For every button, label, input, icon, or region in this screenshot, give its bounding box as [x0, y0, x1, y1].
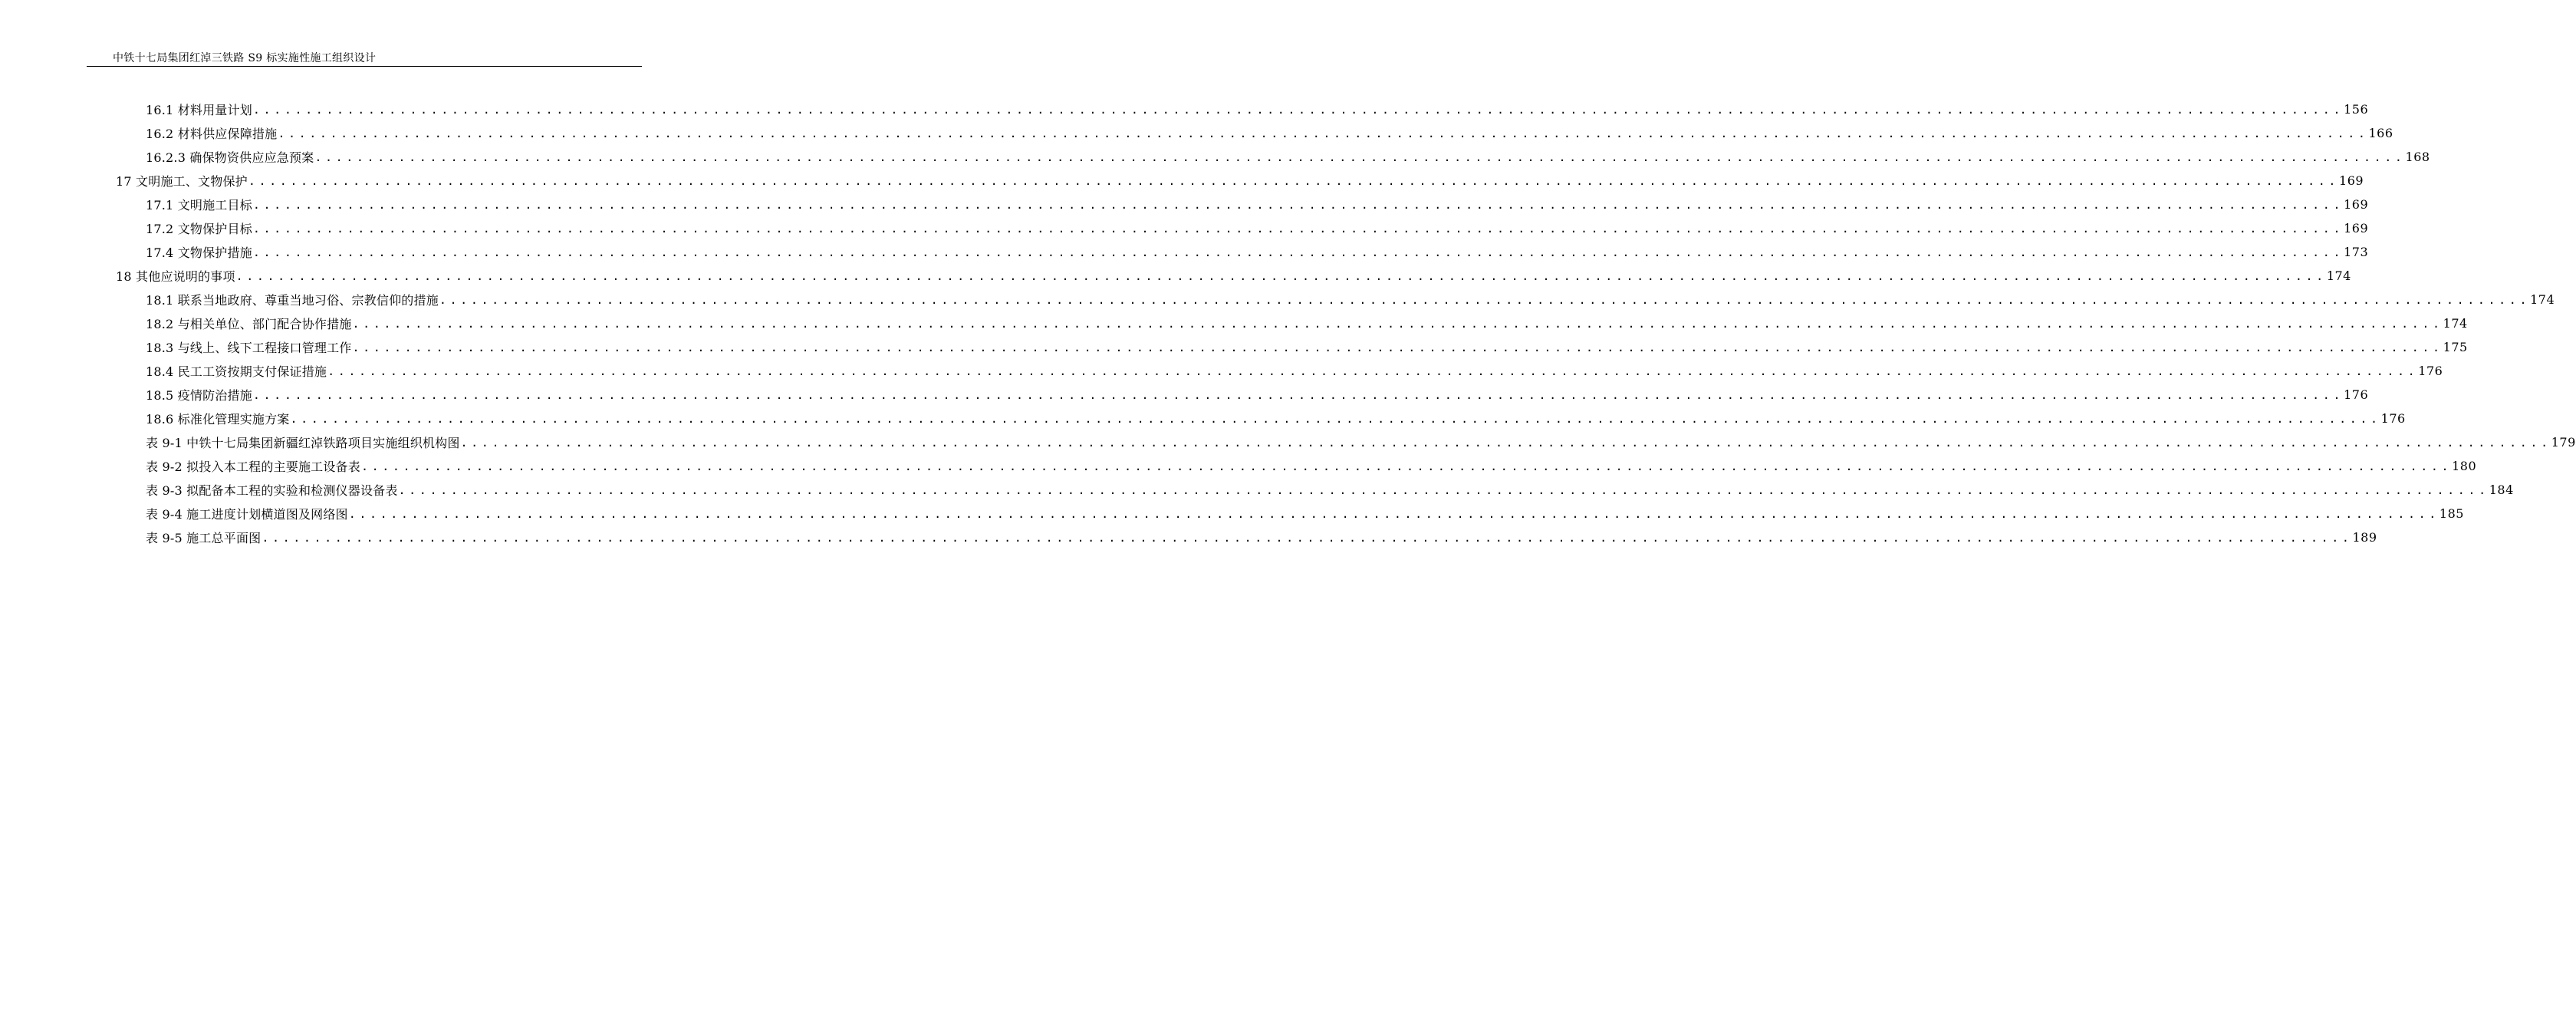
toc-page-number: 176	[2344, 387, 2369, 402]
toc-entry[interactable]	[146, 216, 2369, 240]
toc-dot-leader: ........................................................................................................................................................................................................	[398, 483, 2489, 497]
toc-page-number: 169	[2344, 221, 2369, 236]
toc-entry[interactable]	[146, 430, 2576, 454]
toc-dot-leader: ........................................................................................................................................................................................................	[252, 387, 2344, 402]
toc-entry[interactable]	[146, 193, 2369, 216]
toc-page-number: 176	[2418, 364, 2443, 378]
toc-entry[interactable]	[146, 407, 2406, 430]
toc-dot-leader: ........................................................................................................................................................................................................	[290, 411, 2381, 426]
toc-dot-leader: ........................................................................................................................................................................................................	[248, 173, 2340, 188]
toc-entry[interactable]	[146, 121, 2393, 145]
toc-entry-title: 17.4 文物保护措施	[146, 245, 252, 260]
toc-dot-leader: ........................................................................................................................................................................................................	[352, 340, 2443, 354]
toc-entry[interactable]	[146, 525, 2377, 549]
toc-dot-leader: ........................................................................................................................................................................................................	[352, 316, 2443, 331]
toc-entry-title: 17.1 文明施工目标	[146, 198, 252, 212]
toc-page-number: 175	[2443, 340, 2468, 354]
toc-entry-title: 16.1 材料用量计划	[146, 103, 252, 117]
toc-page-number: 185	[2439, 506, 2464, 521]
toc-dot-leader: ........................................................................................................................................................................................................	[262, 530, 2353, 545]
toc-dot-leader: ........................................................................................................................................................................................................	[327, 364, 2419, 378]
toc-entry-title: 18 其他应说明的事项	[116, 269, 235, 284]
toc-entry[interactable]	[146, 240, 2369, 264]
toc-entry-title: 16.2 材料供应保障措施	[146, 127, 278, 141]
toc-page-number: 179	[2551, 435, 2576, 450]
toc-dot-leader: ........................................................................................................................................................................................................	[235, 268, 2327, 283]
toc-dot-leader: ........................................................................................................................................................................................................	[348, 506, 2439, 521]
toc-dot-leader: ........................................................................................................................................................................................................	[252, 245, 2344, 259]
toc-entry[interactable]	[146, 145, 2430, 169]
toc-dot-leader: ........................................................................................................................................................................................................	[314, 150, 2406, 164]
toc-page-number: 184	[2489, 483, 2514, 497]
toc-entry-title: 表 9-3 拟配备本工程的实验和检测仪器设备表	[146, 483, 398, 498]
toc-page-number: 189	[2352, 530, 2377, 545]
toc-page-number: 168	[2405, 150, 2430, 164]
toc-entry-title: 表 9-1 中铁十七局集团新疆红淖铁路项目实施组织机构图	[146, 436, 460, 450]
toc-entry[interactable]	[116, 264, 2351, 288]
toc-page-number: 173	[2344, 245, 2369, 259]
toc-page-number: 166	[2368, 126, 2393, 140]
toc-entry[interactable]	[146, 288, 2555, 311]
toc-dot-leader: ........................................................................................................................................................................................................	[278, 126, 2369, 140]
toc-entry[interactable]	[146, 359, 2443, 383]
toc-entry-title: 17 文明施工、文物保护	[116, 174, 248, 189]
toc-entry-title: 18.2 与相关单位、部门配合协作措施	[146, 317, 352, 331]
toc-entry-title: 18.6 标准化管理实施方案	[146, 412, 290, 427]
page-header	[87, 48, 642, 67]
toc-dot-leader: ........................................................................................................................................................................................................	[252, 102, 2344, 117]
toc-dot-leader: ........................................................................................................................................................................................................	[360, 459, 2453, 473]
toc-entry-title: 表 9-4 施工进度计划横道图及网络图	[146, 507, 348, 522]
toc-page-number: 169	[2339, 173, 2364, 188]
toc-entry-title: 18.3 与线上、线下工程接口管理工作	[146, 341, 352, 355]
toc-entry[interactable]	[146, 311, 2468, 335]
toc-entry-title: 表 9-2 拟投入本工程的主要施工设备表	[146, 460, 360, 474]
toc-page-number: 176	[2380, 411, 2406, 426]
toc-entry[interactable]	[146, 502, 2464, 525]
toc-page-number: 156	[2344, 102, 2369, 117]
toc-page-number: 169	[2344, 197, 2369, 212]
toc-entry-title: 17.2 文物保护目标	[146, 222, 252, 236]
toc-page-number: 174	[2530, 292, 2555, 307]
toc-entry[interactable]	[116, 169, 2364, 193]
toc-page-number: 180	[2452, 459, 2477, 473]
toc-entry[interactable]	[146, 335, 2468, 359]
toc-dot-leader: ........................................................................................................................................................................................................	[439, 292, 2531, 307]
toc-entry-title: 表 9-5 施工总平面图	[146, 531, 262, 545]
toc-dot-leader: ........................................................................................................................................................................................................	[252, 197, 2344, 212]
toc-page-number: 174	[2443, 316, 2468, 331]
toc-entry-title: 18.1 联系当地政府、尊重当地习俗、宗教信仰的措施	[146, 293, 439, 308]
toc-entry[interactable]	[146, 454, 2477, 478]
toc-dot-leader: ........................................................................................................................................................................................................	[460, 435, 2551, 450]
toc-entry[interactable]	[146, 478, 2514, 502]
toc-entry-title: 18.4 民工工资按期支付保证措施	[146, 364, 327, 379]
toc-page-number: 174	[2326, 268, 2351, 283]
toc-entry-title: 18.5 疫情防治措施	[146, 388, 252, 403]
toc-entry[interactable]	[146, 97, 2369, 121]
header-title: 中铁十七局集团红淖三铁路 S9 标实施性施工组织设计	[113, 52, 377, 64]
toc-dot-leader: ........................................................................................................................................................................................................	[252, 221, 2344, 236]
toc-entry[interactable]	[146, 383, 2369, 407]
toc-entry-title: 16.2.3 确保物资供应应急预案	[146, 150, 314, 165]
